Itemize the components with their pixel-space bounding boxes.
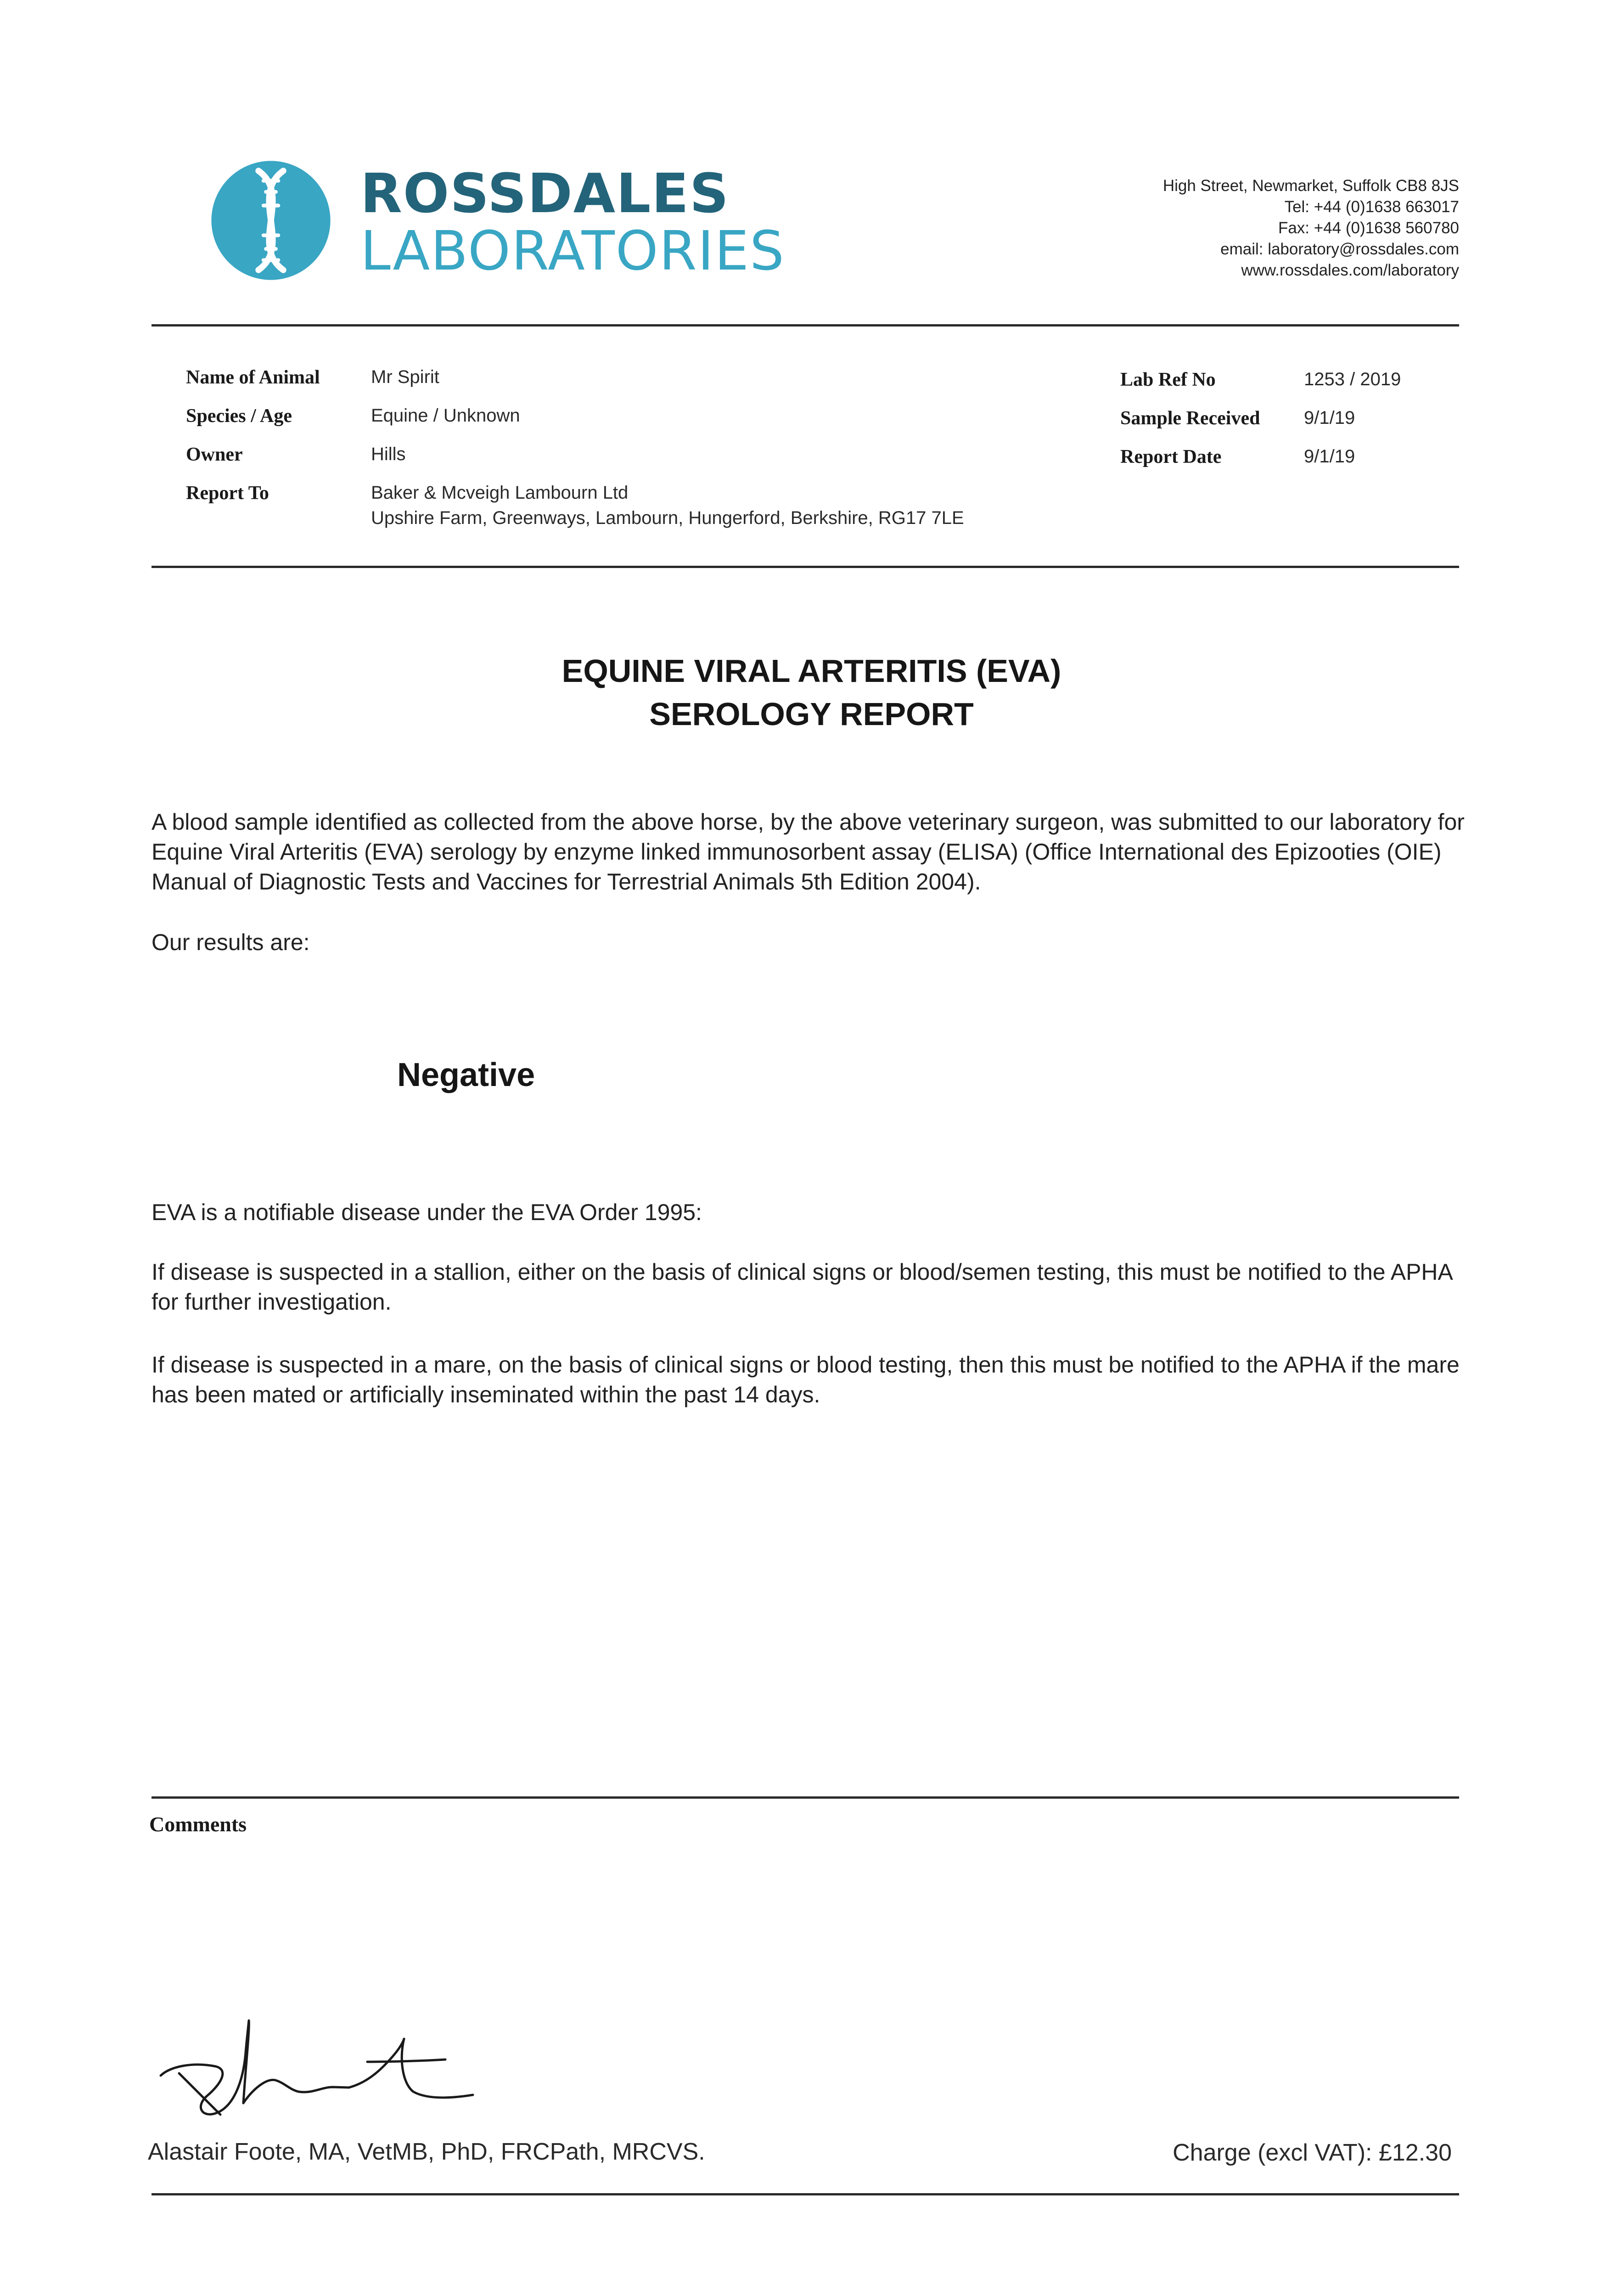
contact-block	[1163, 175, 1459, 281]
charge-amount: Charge (excl VAT): £12.30	[1173, 2139, 1452, 2166]
lab-ref-value: 1253 / 2019	[1304, 369, 1401, 389]
dna-logo-icon	[209, 158, 333, 282]
contact-address: High Street, Newmarket, Suffolk CB8 8JS	[1162, 177, 1459, 195]
species-age-value: Equine / Unknown	[371, 405, 520, 426]
species-age-label: Species / Age	[186, 405, 292, 427]
signature-image	[152, 1998, 500, 2135]
report-to-line2: Upshire Farm, Greenways, Lambourn, Hungerford, Berkshire, RG17 7LE	[371, 508, 964, 528]
report-to-label: Report To	[186, 483, 269, 504]
notifiable-statement: EVA is a notifiable disease under the EVA Order 1995:	[152, 1199, 702, 1225]
animal-name-label: Name of Animal	[186, 367, 320, 388]
header-divider	[152, 324, 1459, 326]
report-title-line2: SEROLOGY REPORT	[649, 696, 974, 732]
lab-ref-label: Lab Ref No	[1120, 369, 1216, 390]
contact-email[interactable]: email: laboratory@rossdales.com	[1220, 240, 1459, 258]
owner-value: Hills	[371, 444, 406, 464]
owner-label: Owner	[186, 444, 243, 465]
contact-tel: Tel: +44 (0)1638 663017	[1284, 198, 1459, 216]
report-to-line1: Baker & Mcveigh Lambourn Ltd	[371, 483, 629, 503]
animal-name-value: Mr Spirit	[371, 367, 439, 387]
brand-name-line2: LABORATORIES	[360, 219, 785, 282]
signatory-name: Alastair Foote, MA, VetMB, PhD, FRCPath, MRCVS.	[148, 2138, 705, 2165]
sample-received-value: 9/1/19	[1304, 408, 1355, 428]
comments-divider	[152, 1796, 1459, 1799]
test-result: Negative	[397, 1057, 535, 1093]
contact-website[interactable]: www.rossdales.com/laboratory	[1241, 261, 1459, 279]
stallion-note: If disease is suspected in a stallion, either on the basis of clinical signs or blood/semen testing, this must be notified to the APHA for further investigation.	[152, 1259, 1452, 1315]
report-title-line1: EQUINE VIRAL ARTERITIS (EVA)	[562, 653, 1061, 689]
intro-paragraph: A blood sample identified as collected from the above horse, by the above veterinary surgeon, was submitted to our laboratory for Equine Viral Arteritis (EVA) serology by enzyme linked immunosorbent assay (ELISA) (Office International des Epizooties (OIE) Manual of Diagnostic Tests and Vaccines for Terrestrial Animals 5th Edition 2004).	[152, 809, 1465, 895]
results-intro: Our results are:	[152, 929, 310, 955]
contact-fax: Fax: +44 (0)1638 560780	[1278, 219, 1459, 237]
report-date-value: 9/1/19	[1304, 446, 1355, 467]
brand-name-line1: ROSSDALES	[360, 162, 730, 225]
mare-note: If disease is suspected in a mare, on the basis of clinical signs or blood testing, then this must be notified to the APHA if the mare has been mated or artificially inseminated within the past 14 days.	[152, 1352, 1460, 1407]
sample-received-label: Sample Received	[1120, 408, 1260, 429]
report-date-label: Report Date	[1120, 446, 1222, 467]
comments-label: Comments	[149, 1812, 247, 1836]
footer-divider	[152, 2193, 1459, 2195]
info-divider	[152, 566, 1459, 568]
